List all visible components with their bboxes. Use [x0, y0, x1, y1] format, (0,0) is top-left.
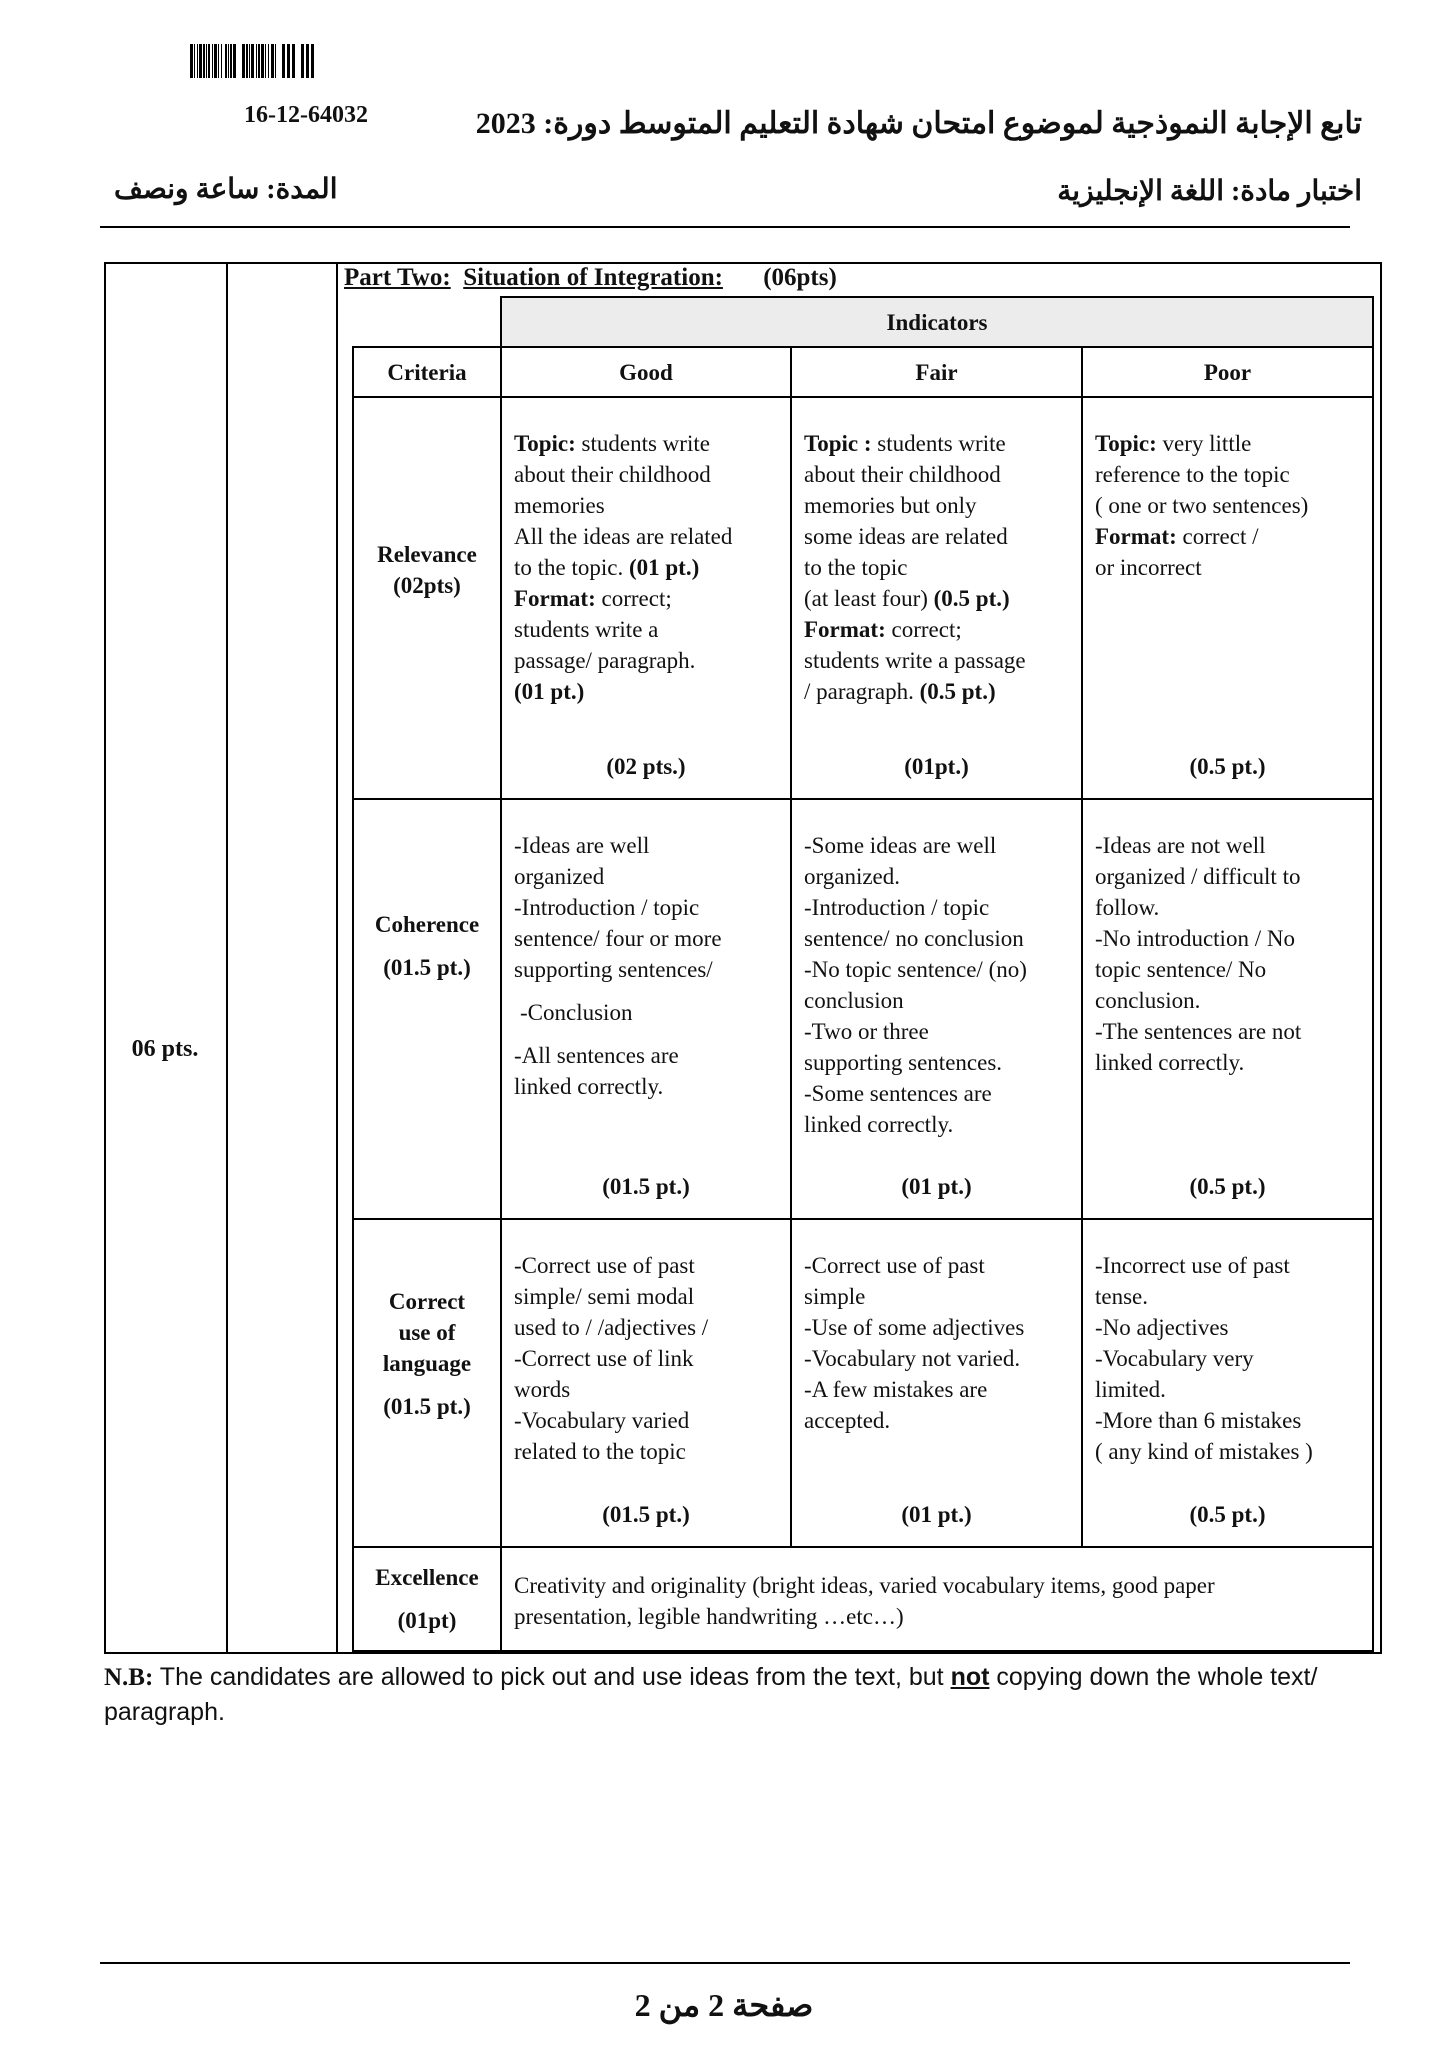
coherence-good: -Ideas are well organized -Introduction / topic sentence/ four or more supporting sentences/ -Conclusion -All sentences are linked correctly. (01.5 pt.): [501, 799, 791, 1219]
score-label: (0.5 pt.): [1189, 1174, 1266, 1199]
note-label: N.B:: [104, 1664, 154, 1691]
exam-subject: اختبار مادة: اللغة الإنجليزية: [1057, 176, 1362, 207]
score-label: (01pt.): [904, 754, 969, 779]
score-label: (0.5 pt.): [1189, 754, 1266, 779]
language-poor: -Incorrect use of past tense. -No adjectives -Vocabulary very limited. -More than 6 mistakes ( any kind of mistakes ) (0.5 pt.): [1082, 1219, 1373, 1547]
table-row: [353, 397, 1373, 799]
score-label: (01.5 pt.): [602, 1174, 690, 1199]
coherence-fair: -Some ideas are well organized. -Introduction / topic sentence/ no conclusion -No topic sentence/ (no) conclusion -Two or three supporting sentences. -Some sentences are linked correctly. (01 pt.): [791, 799, 1082, 1219]
marks-column-divider: [226, 262, 228, 1654]
table-row: [353, 1219, 1373, 1547]
language-fair: -Correct use of past simple -Use of some adjectives -Vocabulary not varied. -A few mistakes are accepted. (01 pt.): [791, 1219, 1082, 1547]
header-good: Good: [501, 347, 791, 397]
excellence-description: Creativity and originality (bright ideas, varied vocabulary items, good paper presentation, legible handwriting …etc…): [501, 1547, 1373, 1651]
rubric-table: [352, 296, 1374, 1652]
coherence-poor: -Ideas are not well organized / difficult to follow. -No introduction / No topic sentence/ No conclusion. -The sentences are not linked correctly. (0.5 pt.): [1082, 799, 1373, 1219]
empty-corner-cell: [353, 297, 501, 347]
footer-divider: [100, 1962, 1350, 1964]
relevance-poor: Topic: very little reference to the topic ( one or two sentences) Format: correct / or incorrect (0.5 pt.): [1082, 397, 1373, 799]
table-row: [353, 1547, 1373, 1651]
exam-title: تابع الإجابة النموذجية لموضوع امتحان شهادة التعليم المتوسط دورة: 2023: [475, 107, 1362, 140]
page-number: صفحة 2 من 2: [634, 1987, 814, 2023]
barcode: [190, 44, 452, 78]
score-label: (01.5 pt.): [602, 1502, 690, 1527]
criterion-correct-use-of-language: Correct use of language (01.5 pt.): [353, 1219, 501, 1547]
subtotal-column-divider: [336, 262, 338, 1654]
part-title: Situation of Integration:: [463, 264, 723, 291]
score-label: (02 pts.): [606, 754, 686, 779]
indicators-header: Indicators: [501, 297, 1373, 347]
total-marks: 06 pts.: [131, 1036, 199, 1062]
column-header-row: [353, 347, 1373, 397]
table-row: [353, 799, 1373, 1219]
part-heading: [344, 264, 837, 292]
document-code: 16-12-64032: [244, 102, 368, 128]
criterion-coherence: Coherence (01.5 pt.): [353, 799, 501, 1219]
language-good: -Correct use of past simple/ semi modal used to / /adjectives / -Correct use of link words -Vocabulary varied related to the topic (01.5 pt.): [501, 1219, 791, 1547]
relevance-fair: Topic : students write about their childhood memories but only some ideas are related to the topic (at least four) (0.5 pt.) Format: correct; students write a passage / paragraph. (0.5 pt.) (01pt.): [791, 397, 1082, 799]
header-criteria: Criteria: [353, 347, 501, 397]
note-emphasis: not: [950, 1663, 990, 1691]
part-points: (06pts): [763, 264, 837, 291]
score-label: (01 pt.): [901, 1174, 972, 1199]
score-label: (0.5 pt.): [1189, 1502, 1266, 1527]
note-paragraph: N.B: The candidates are allowed to pick out and use ideas from the text, but not copying down the whole text/ paragraph.: [104, 1663, 1318, 1726]
criterion-relevance: Relevance (02pts): [353, 397, 501, 799]
score-label: (01 pt.): [901, 1502, 972, 1527]
criterion-excellence: Excellence (01pt): [353, 1547, 501, 1651]
part-label: Part Two:: [344, 264, 451, 291]
header-divider: [100, 226, 1350, 228]
header-poor: Poor: [1082, 347, 1373, 397]
relevance-good: Topic: students write about their childhood memories All the ideas are related to the topic. (01 pt.) Format: correct; students write a passage/ paragraph. (01 pt.) (02 pts.): [501, 397, 791, 799]
header-fair: Fair: [791, 347, 1082, 397]
exam-duration: المدة: ساعة ونصف: [114, 174, 338, 205]
